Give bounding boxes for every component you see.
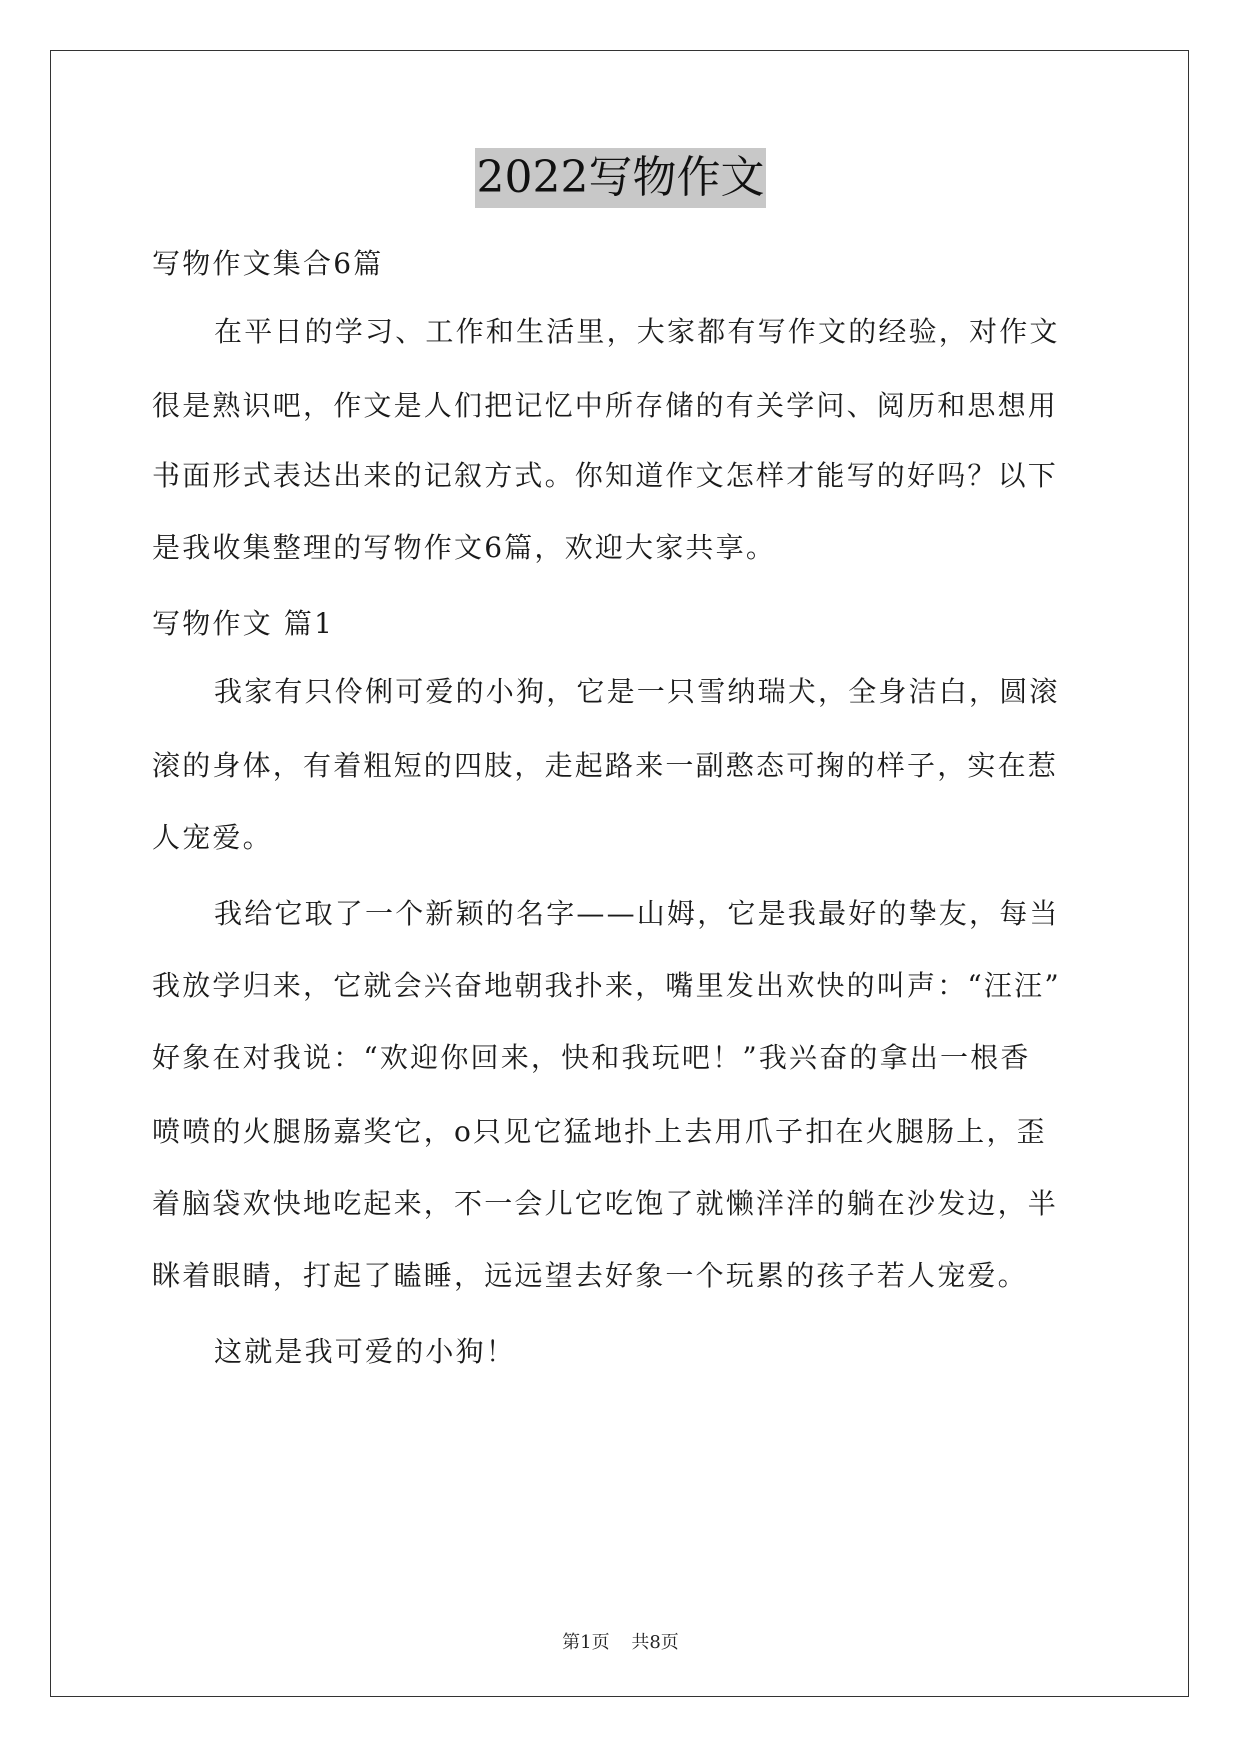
section-heading: 写物作文 篇1 <box>152 607 335 640</box>
para3-line-1: 这就是我可爱的小狗！ <box>214 1335 517 1368</box>
intro-line-1: 在平日的学习、工作和生活里，大家都有写作文的经验，对作文 <box>214 315 1060 348</box>
page-number: 第1页 <box>562 1632 610 1653</box>
para2-line-6: 眯着眼睛，打起了瞌睡，远远望去好象一个玩累的孩子若人宠爱。 <box>152 1259 1028 1292</box>
intro-line-2: 很是熟识吧，作文是人们把记忆中所存储的有关学问、阅历和思想用 <box>152 389 1059 422</box>
document-title: 2022写物作文 <box>475 148 767 208</box>
para1-line-2: 滚的身体，有着粗短的四肢，走起路来一副憨态可掬的样子，实在惹 <box>152 749 1059 782</box>
page-total: 共8页 <box>631 1632 679 1653</box>
para2-line-4: 喷喷的火腿肠嘉奖它，o只见它猛地扑上去用爪子扣在火腿肠上，歪 <box>152 1115 1047 1148</box>
para1-line-3: 人宠爱。 <box>152 821 273 854</box>
para2-line-3: 好象在对我说：“欢迎你回来，快和我玩吧！”我兴奋的拿出一根香 <box>152 1041 1031 1074</box>
page-footer <box>0 1628 1241 1654</box>
page-border <box>50 50 1189 1697</box>
title-container <box>0 148 1241 208</box>
intro-line-4: 是我收集整理的写物作文6篇，欢迎大家共享。 <box>152 531 777 564</box>
para2-line-1: 我给它取了一个新颖的名字——山姆，它是我最好的挚友，每当 <box>214 897 1060 930</box>
intro-line-3: 书面形式表达出来的记叙方式。你知道作文怎样才能写的好吗？以下 <box>152 459 1059 492</box>
para2-line-5: 着脑袋欢快地吃起来，不一会儿它吃饱了就懒洋洋的躺在沙发边，半 <box>152 1187 1059 1220</box>
subtitle: 写物作文集合6篇 <box>152 247 384 280</box>
para2-line-2: 我放学归来，它就会兴奋地朝我扑来，嘴里发出欢快的叫声：“汪汪” <box>152 969 1061 1002</box>
para1-line-1: 我家有只伶俐可爱的小狗，它是一只雪纳瑞犬，全身洁白，圆滚 <box>214 675 1060 708</box>
